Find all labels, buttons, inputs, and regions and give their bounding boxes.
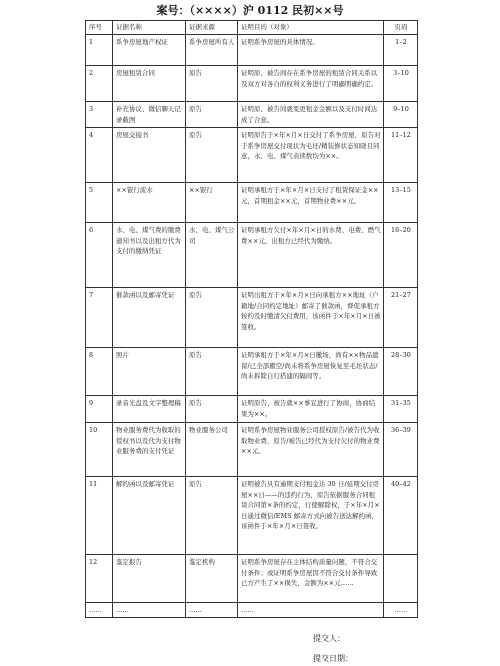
- cell-serial: 5: [86, 183, 113, 223]
- cell-page: 13–15: [384, 183, 418, 223]
- cell-page: 21–27: [384, 288, 418, 348]
- cell-evidence-source: 原告: [186, 348, 238, 396]
- cell-evidence-name: 系争房屋地产权证: [113, 35, 186, 66]
- cell-evidence-name: 物业服务费代为收取的授权书以及代为支付物业服务费的支付凭证: [113, 423, 186, 477]
- cell-purpose: 证明系争房屋存在主体结构质量问题，不符合交付条件；或证明系争房屋因不符合交付条件导致已方产生了××损失，金额为××元……: [238, 555, 384, 603]
- submit-date-label: 提交日期：: [313, 654, 353, 663]
- cell-page: 28–30: [384, 348, 418, 396]
- header-page: 页码: [384, 21, 418, 35]
- table-row: [86, 288, 418, 348]
- cell-serial: 1: [86, 35, 113, 66]
- table-row: [86, 477, 418, 555]
- cell-purpose: 证明原告、被告就××事宜进行了协商，协商结果为××。: [238, 396, 384, 423]
- cell-evidence-source: 水、电、煤气公司: [186, 223, 238, 288]
- cell-evidence-source: 鉴定机构: [186, 555, 238, 603]
- cell-evidence-source: 系争房屋所有人: [186, 35, 238, 66]
- cell-evidence-source: ××银行: [186, 183, 238, 223]
- cell-evidence-name: 录音光盘及文字整理稿: [113, 396, 186, 423]
- cell-serial: 11: [86, 477, 113, 555]
- cell-purpose: 证明原、被告间就变更租金金额以及支付时间达成了合意。: [238, 102, 384, 128]
- cell-evidence-name: 补充协议、微信聊天记录截图: [113, 102, 186, 128]
- table-row: [86, 396, 418, 423]
- table-row: [86, 66, 418, 102]
- cell-serial: 2: [86, 66, 113, 102]
- cell-evidence-source: 物业服务公司: [186, 423, 238, 477]
- cell-page: 11–12: [384, 128, 418, 183]
- cell-page: 40–42: [384, 477, 418, 555]
- cell-purpose: 证明原、被告间存在系争房屋的租赁合同关系以及双方对各自的权利义务进行了明确明确约定。: [238, 66, 384, 102]
- cell-serial: 3: [86, 102, 113, 128]
- cell-purpose: 证明出租方于×年×月×日向承租方××地址（户籍地/合同约定地址）邮寄了催款函，督促承租方按约及时缴清欠付费用，该函件于×年×月×日被签收。: [238, 288, 384, 348]
- cell-evidence-source: 原告: [186, 477, 238, 555]
- table-row: [86, 555, 418, 603]
- cell-serial: 6: [86, 223, 113, 288]
- cell-evidence-name: ××银行流水: [113, 183, 186, 223]
- cell-serial: 10: [86, 423, 113, 477]
- cell-page: 3–10: [384, 66, 418, 102]
- table-row: [86, 223, 418, 288]
- cell-evidence-source: 原告: [186, 66, 238, 102]
- cell-evidence-source: 原告: [186, 288, 238, 348]
- table-row: [86, 128, 418, 183]
- cell-purpose: 证明承租方欠付×年×月×日的水费、电费、燃气费××元，出租方已经代为缴纳。: [238, 223, 384, 288]
- cell-evidence-name: 房屋租赁合同: [113, 66, 186, 102]
- cell-evidence-name: 催款函以及邮寄凭证: [113, 288, 186, 348]
- cell-purpose: ……: [238, 603, 384, 618]
- cell-evidence-name: 房屋交接书: [113, 128, 186, 183]
- cell-evidence-name: ……: [113, 603, 186, 618]
- cell-serial: 8: [86, 348, 113, 396]
- cell-evidence-source: 原告: [186, 102, 238, 128]
- cell-evidence-source: 原告: [186, 128, 238, 183]
- cell-purpose: 证明承租方于×年×月×日支付了租赁保证金××元，首期租金××元，首期物业费××元。: [238, 183, 384, 223]
- cell-serial: ……: [86, 603, 113, 618]
- header-serial: 序号: [86, 21, 113, 35]
- evidence-list-table: [85, 20, 418, 618]
- cell-page: ……: [384, 603, 418, 618]
- table-row: [86, 348, 418, 396]
- cell-purpose: 证明被告具有逾期支付租金达 30 日/延期交付房屋××日——的违约行为，原告依据服务合同租赁合同第×条的约定，行使解除权，于×年×月×日通过微信/EMS 邮寄方式向被告送达解约函，该函件于×年×月×日签收。: [238, 477, 384, 555]
- cell-page: 31–35: [384, 396, 418, 423]
- cell-page: 36–39: [384, 423, 418, 477]
- header-purpose: 证明目的（对象）: [238, 21, 384, 35]
- case-number: 案号：（××××）沪 0112 民初××号: [156, 4, 344, 17]
- table-row: [86, 423, 418, 477]
- cell-evidence-name: 水、电、煤气费的缴费通知书以及出租方代为支付的缴纳凭证: [113, 223, 186, 288]
- table-row: [86, 603, 418, 618]
- cell-serial: 12: [86, 555, 113, 603]
- table-header-row: [86, 21, 418, 35]
- cell-evidence-name: 鉴定报告: [113, 555, 186, 603]
- cell-serial: 7: [86, 288, 113, 348]
- table-row: [86, 35, 418, 66]
- cell-serial: 9: [86, 396, 113, 423]
- table-row: [86, 183, 418, 223]
- header-evidence-source: 证据来源: [186, 21, 238, 35]
- header-evidence-name: 证据名称: [113, 21, 186, 35]
- cell-purpose: 证明系争房屋的具体情况。: [238, 35, 384, 66]
- submitter-label: 提交人：: [313, 634, 345, 643]
- cell-evidence-name: 照片: [113, 348, 186, 396]
- cell-serial: 4: [86, 128, 113, 183]
- cell-evidence-source: ……: [186, 603, 238, 618]
- cell-page: 9–10: [384, 102, 418, 128]
- cell-evidence-name: 解约函以及邮寄凭证: [113, 477, 186, 555]
- cell-purpose: 证明原告于×年×月×日交付了系争房屋，原告对于系争房屋交付现状为毛坯/精装修状态知晓且同意，水、电、煤气表读数均为××。: [238, 128, 384, 183]
- cell-evidence-source: 原告: [186, 396, 238, 423]
- table-row: [86, 102, 418, 128]
- cell-page: 16–20: [384, 223, 418, 288]
- cell-page: [384, 555, 418, 603]
- cell-purpose: 证明承租方于×年×月×日撤场，尚有××物品遗留/已全部搬空/尚未将系争房屋恢复至毛坯状态/尚未拆除自行搭建的隔间等。: [238, 348, 384, 396]
- cell-purpose: 证明系争房屋物业服务公司授权原告/被告代为收取物业费，原告/被告已经代为支付欠付的物业费××元。: [238, 423, 384, 477]
- cell-page: 1–2: [384, 35, 418, 66]
